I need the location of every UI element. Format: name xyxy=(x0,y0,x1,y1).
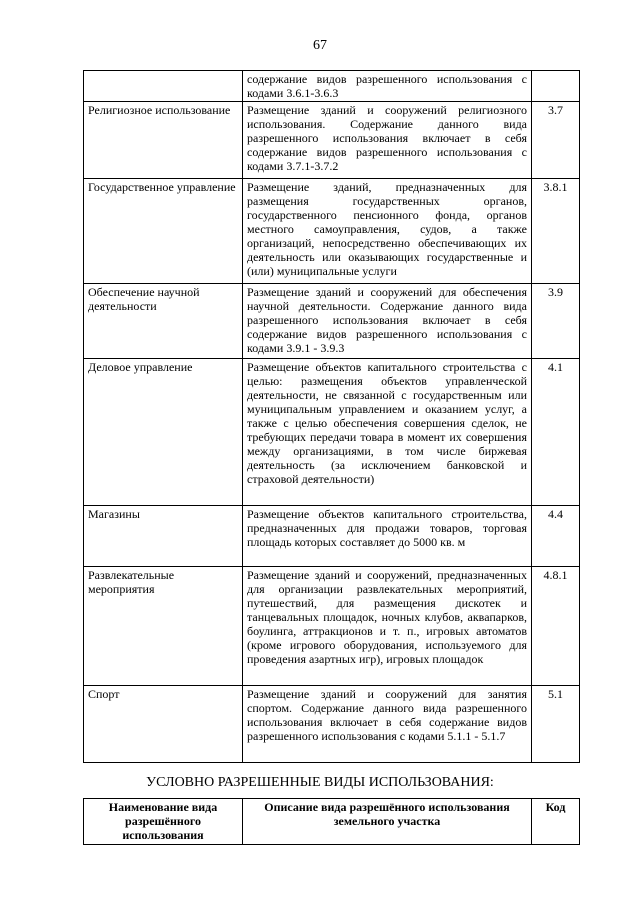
header-code: Код xyxy=(532,799,580,845)
section-title: УСЛОВНО РАЗРЕШЕННЫЕ ВИДЫ ИСПОЛЬЗОВАНИЯ: xyxy=(146,775,494,790)
use-description-cell: Размещение зданий, предназначенных для размещения государственных органов, государственного пенсионного фонда, органов местного самоуправления, судов, а также организаций, непосредственно обеспечивающих их деятельность или оказывающих государственные и (или) муниципальные услуги xyxy=(243,179,532,284)
use-code-cell: 4.1 xyxy=(532,359,580,506)
use-code-cell: 3.9 xyxy=(532,284,580,359)
use-code-cell: 3.8.1 xyxy=(532,179,580,284)
table-row xyxy=(84,567,580,686)
use-name-cell: Деловое управление xyxy=(84,359,243,506)
use-name-cell: Обеспечение научной деятельности xyxy=(84,284,243,359)
header-name: Наименование вида разрешённого использования xyxy=(84,799,243,845)
table-row xyxy=(84,506,580,567)
use-name-cell xyxy=(84,71,243,102)
use-name-cell: Религиозное использование xyxy=(84,102,243,179)
use-name-cell: Магазины xyxy=(84,506,243,567)
use-code-cell xyxy=(532,71,580,102)
use-code-cell: 4.8.1 xyxy=(532,567,580,686)
use-name-cell: Государственное управление xyxy=(84,179,243,284)
use-code-cell: 5.1 xyxy=(532,686,580,763)
use-description-cell: Размещение объектов капитального строительства, предназначенных для продажи товаров, торговая площадь которых составляет до 5000 кв. м xyxy=(243,506,532,567)
use-name-cell: Развлекательные мероприятия xyxy=(84,567,243,686)
use-description-cell: Размещение зданий и сооружений для обеспечения научной деятельности. Содержание данного вида разрешенного использования включает в себя содержание видов разрешенного использования с кодами 3.9.1 - 3.9.3 xyxy=(243,284,532,359)
use-description-cell: Размещение объектов капитального строительства с целью: размещения объектов управленческой деятельности, не связанной с государственным или муниципальным управлением и оказанием услуг, а также с целью обеспечения совершения сделок, не требующих передачи товара в момент их совершения между организациями, в том числе биржевая деятельность (за исключением банковской и страховой деятельности) xyxy=(243,359,532,506)
conditional-use-table-header xyxy=(83,798,580,845)
table-row xyxy=(84,71,580,102)
header-row xyxy=(84,799,580,845)
page-number: 67 xyxy=(313,38,327,53)
table-row xyxy=(84,359,580,506)
table-row xyxy=(84,102,580,179)
use-name-cell: Спорт xyxy=(84,686,243,763)
permitted-use-table xyxy=(83,70,580,763)
use-description-cell: Размещение зданий и сооружений для занятия спортом. Содержание данного вида разрешенного использования включает в себя содержание видов разрешенного использования с кодами 5.1.1 - 5.1.7 xyxy=(243,686,532,763)
table-row xyxy=(84,686,580,763)
use-description-cell: содержание видов разрешенного использования с кодами 3.6.1-3.6.3 xyxy=(243,71,532,102)
use-description-cell: Размещение зданий и сооружений религиозного использования. Содержание данного вида разрешенного использования включает в себя содержание видов разрешенного использования с кодами 3.7.1-3.7.2 xyxy=(243,102,532,179)
table-row xyxy=(84,284,580,359)
use-code-cell: 3.7 xyxy=(532,102,580,179)
table-row xyxy=(84,179,580,284)
use-description-cell: Размещение зданий и сооружений, предназначенных для организации развлекательных мероприятий, путешествий, для размещения дискотек и танцевальных площадок, ночных клубов, аквапарков, боулинга, аттракционов и т. п., игровых автоматов (кроме игрового оборудования, используемого для проведения азартных игр), игровых площадок xyxy=(243,567,532,686)
header-description: Описание вида разрешённого использования земельного участка xyxy=(243,799,532,845)
use-code-cell: 4.4 xyxy=(532,506,580,567)
